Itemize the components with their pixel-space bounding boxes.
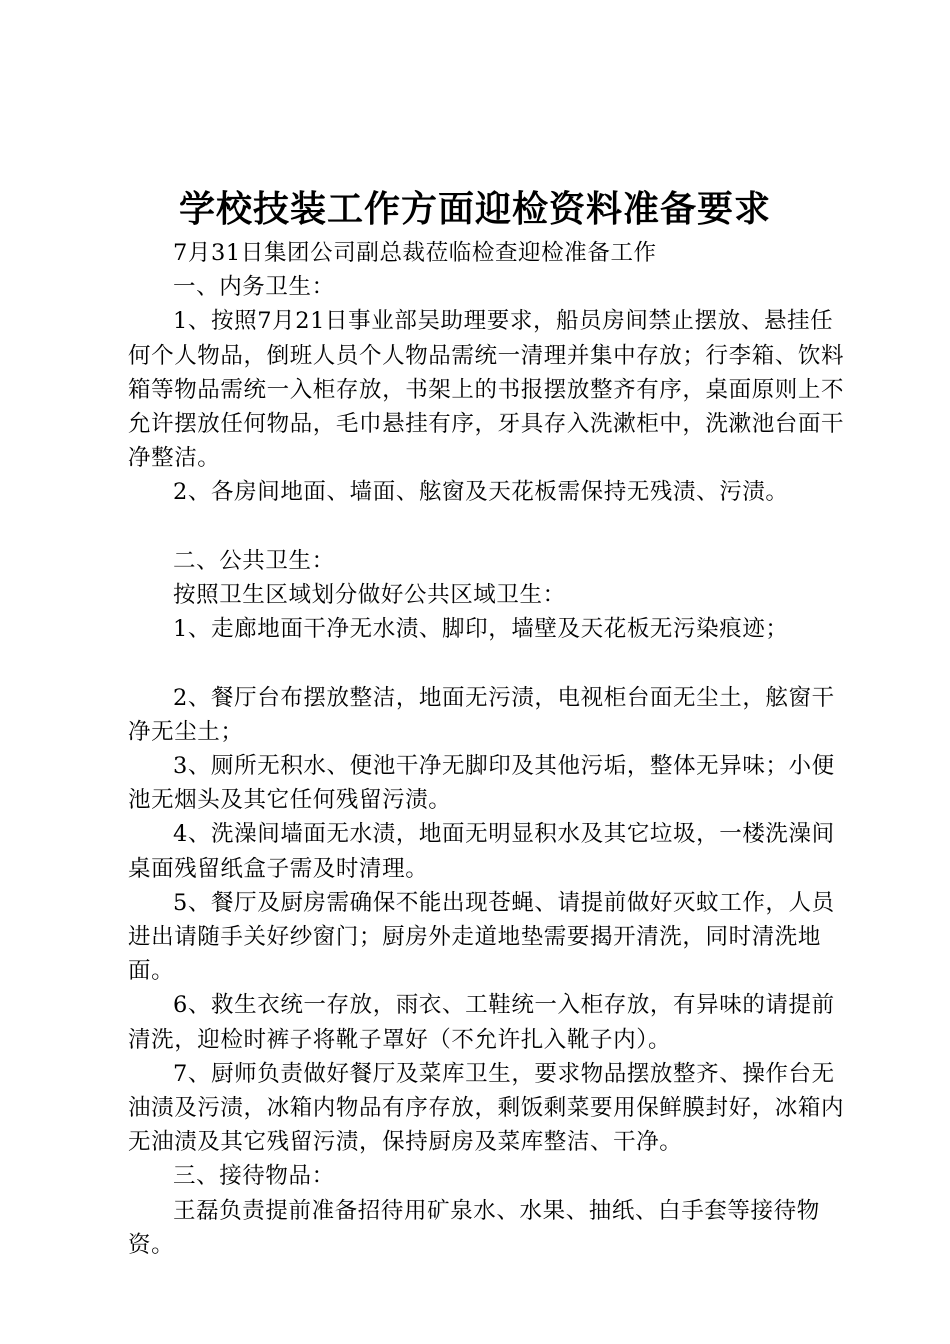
public-item-3: 3、厕所无积水、便池干净无脚印及其他污垢，整体无异味；小便池无烟头及其它任何残留污渍。	[128, 753, 835, 814]
public-item-4: 4、洗澡间墙面无水渍，地面无明显积水及其它垃圾，一楼洗澡间桌面残留纸盒子需及时清理。	[128, 821, 835, 882]
internal-item-2: 2、各房间地面、墙面、舷窗及天花板需保持无残渍、污渍。	[173, 479, 789, 506]
section-heading-internal-hygiene: 一、内务卫生：	[173, 274, 335, 301]
blank-line	[128, 510, 848, 544]
public-intro: 按照卫生区域划分做好公共区域卫生：	[173, 582, 566, 609]
public-item-2: 2、餐厅台布摆放整洁，地面无污渍，电视柜台面无尘土，舷窗干净无尘土；	[128, 684, 835, 745]
public-item-7: 7、厨师负责做好餐厅及菜库卫生，要求物品摆放整齐、操作台无油渍及污渍，冰箱内物品有序存放，剩饭剩菜要用保鲜膜封好，冰箱内无油渍及其它残留污渍，保持厨房及菜库整洁、干净。	[128, 1060, 845, 1156]
section-heading-reception-items: 三、接待物品：	[173, 1163, 335, 1190]
section-heading-public-hygiene: 二、公共卫生：	[173, 547, 335, 574]
public-item-6: 6、救生衣统一存放，雨衣、工鞋统一入柜存放，有异味的请提前清洗，迎检时裤子将靴子罩好（不允许扎入靴子内）。	[128, 992, 835, 1053]
public-item-1: 1、走廊地面干净无水渍、脚印，墙壁及天花板无污染痕迹；	[173, 616, 789, 643]
reception-item: 王磊负责提前准备招待用矿泉水、水果、抽纸、白手套等接待物资。	[128, 1197, 820, 1258]
internal-item-1: 1、按照7月21日事业部吴助理要求，船员房间禁止摆放、悬挂任何个人物品，倒班人员个人物品需统一清理并集中存放；行李箱、饮料箱等物品需统一入柜存放，书架上的书报摆放整齐有序，桌面原则上不允许摆放任何物品，毛巾悬挂有序，牙具存入洗漱柜中，洗漱池台面干净整洁。	[128, 308, 845, 472]
document-body	[128, 236, 848, 1262]
document-title: 学校技装工作方面迎检资料准备要求	[178, 188, 771, 230]
intro-line: 7月31日集团公司副总裁莅临检查迎检准备工作	[173, 240, 657, 266]
blank-line	[128, 646, 848, 680]
public-item-5: 5、餐厅及厨房需确保不能出现苍蝇、请提前做好灭蚊工作，人员进出请随手关好纱窗门；厨房外走道地垫需要揭开清洗，同时清洗地面。	[128, 889, 835, 985]
